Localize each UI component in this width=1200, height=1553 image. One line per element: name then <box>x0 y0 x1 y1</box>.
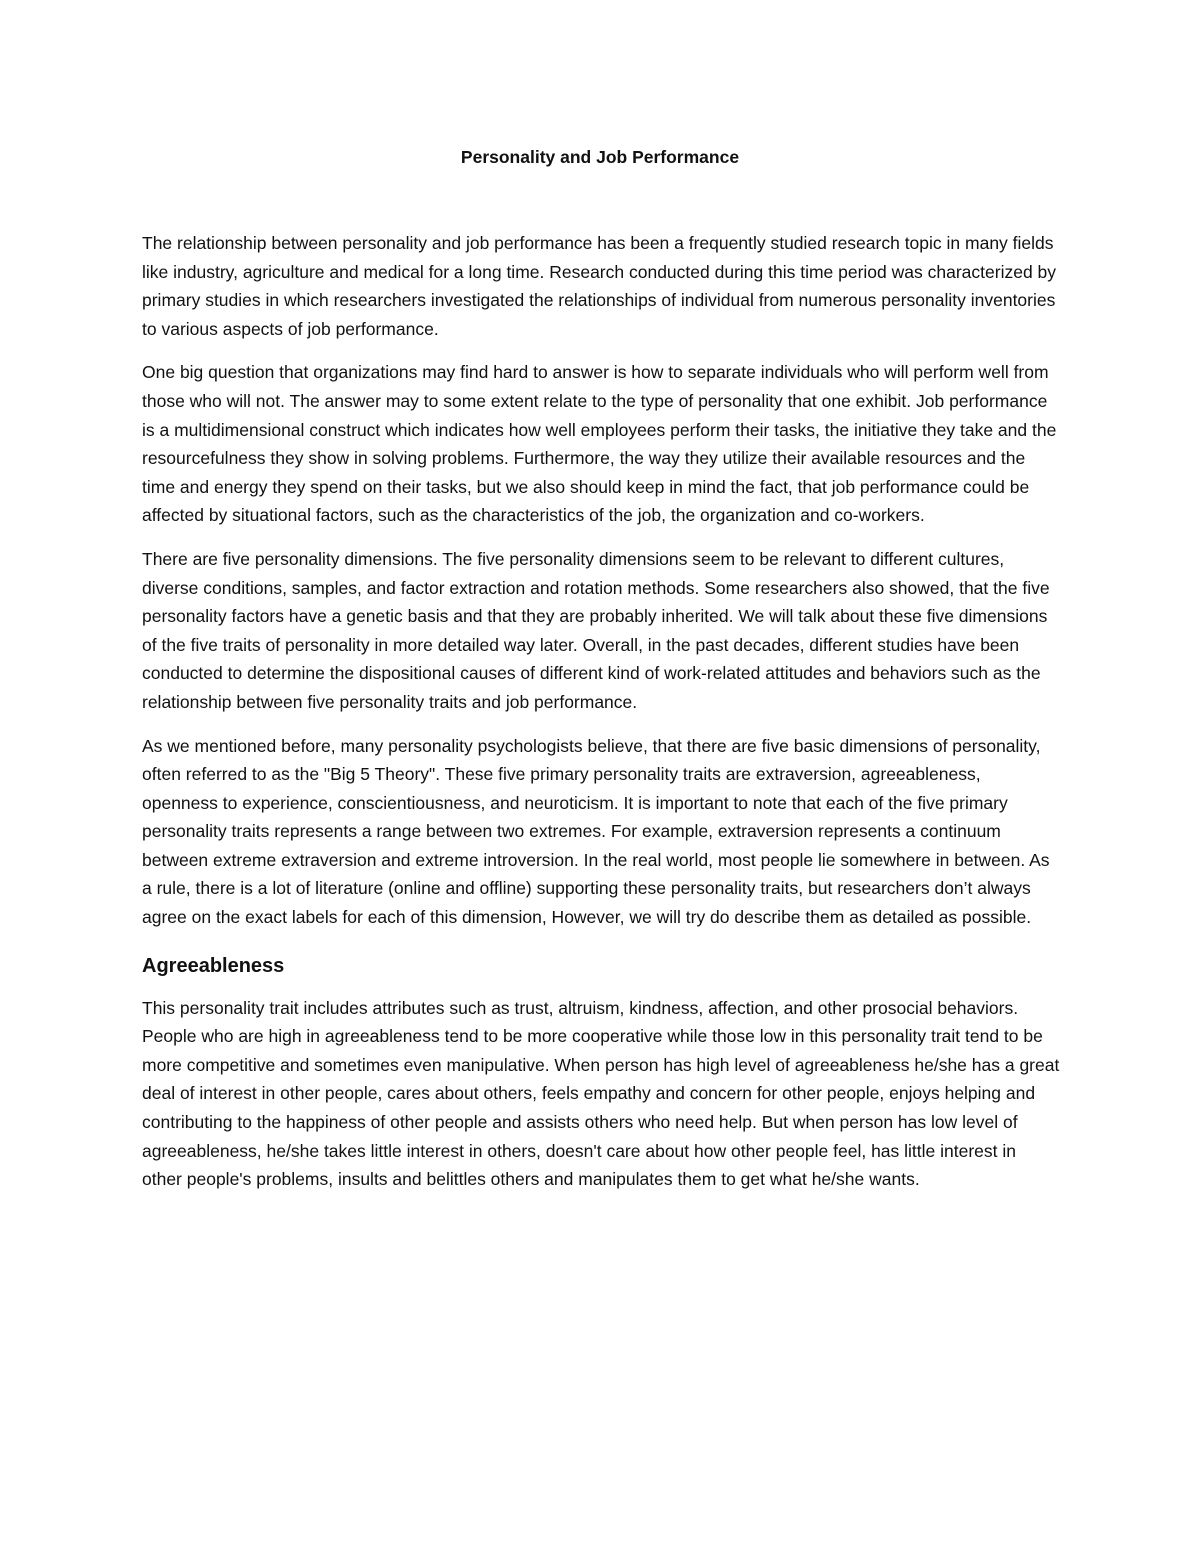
section-heading-agreeableness: Agreeableness <box>142 954 285 977</box>
paragraph-intro: The relationship between personality and job performance has been a frequently studied research topic in many fields like industry, agriculture and medical for a long time. Research conducted during this time period was characterized by primary studies in which researchers investigated the relationships of individual from numerous personality inventories to various aspects of job performance. <box>142 233 1057 339</box>
paragraph-agreeableness: This personality trait includes attributes such as trust, altruism, kindness, affection, and other prosocial behaviors. People who are high in agreeableness tend to be more cooperative while those low in this personality trait tend to be more competitive and sometimes even manipulative. When person has high level of agreeableness he/she has a great deal of interest in other people, cares about others, feels empathy and concern for other people, enjoys helping and contributing to the happiness of other people and assists others who need help. But when person has low level of agreeableness, he/she takes little interest in others, doesn't care about how other people feel, has little interest in other people's problems, insults and belittles others and manipulates them to get what he/she wants. <box>142 997 1060 1190</box>
paragraph-job-performance: One big question that organizations may find hard to answer is how to separate individuals who will perform well from those who will not. The answer may to some extent relate to the type of personality that one exhibit. Job performance is a multidimensional construct which indicates how well employees perform their tasks, the initiative they take and the resourcefulness they show in solving problems. Furthermore, the way they utilize their available resources and the time and energy they spend on their tasks, but we also should keep in mind the fact, that job performance could be affected by situational factors, such as the characteristics of the job, the organization and co-workers. <box>142 362 1057 526</box>
document-title: Personality and Job Performance <box>460 147 740 167</box>
document-body <box>142 229 1060 1209</box>
paragraph-five-dimensions: There are five personality dimensions. The five personality dimensions seem to be relevant to different cultures, diverse conditions, samples, and factor extraction and rotation methods. Some researchers also showed, that the five personality factors have a genetic basis and that they are probably inherited. We will talk about these five dimensions of the five traits of personality in more detailed way later. Overall, in the past decades, different studies have been conducted to determine the dispositional causes of different kind of work-related attitudes and behaviors such as the relationship between five personality traits and job performance. <box>142 548 1050 712</box>
paragraph-big-five-theory: As we mentioned before, many personality psychologists believe, that there are five basic dimensions of personality, often referred to as the "Big 5 Theory". These five primary personality traits are extraversion, agreeableness, openness to experience, conscientiousness, and neuroticism. It is important to note that each of the five primary personality traits represents a range between two extremes. For example, extraversion represents a continuum between extreme extraversion and extreme introversion. In the real world, most people lie somewhere in between. As a rule, there is a lot of literature (online and offline) supporting these personality traits, but researchers don’t always agree on the exact labels for each of this dimension, However, we will try do describe them as detailed as possible. <box>142 735 1050 928</box>
